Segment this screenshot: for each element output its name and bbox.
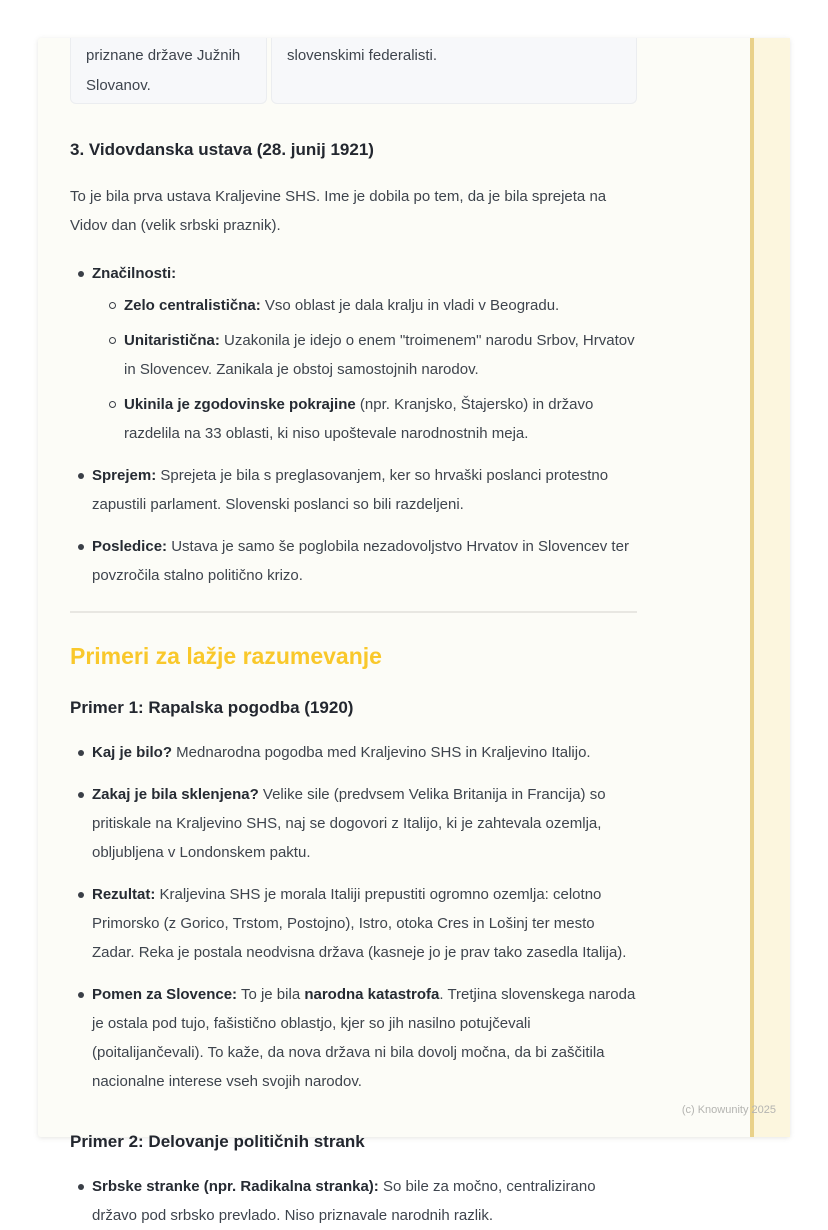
list-item [78,259,637,448]
list-item [78,532,637,590]
list-item [78,1172,637,1230]
sub-item-lead: Ukinila je zgodovinske pokrajine [124,396,356,413]
sub-list-item [109,390,637,448]
page-content [38,38,637,1230]
list-item-lead: Značilnosti: [92,265,177,282]
bullet-icon [78,461,92,519]
table-cell: slovenskimi federalisti. [271,38,637,104]
sub-list-item [109,326,637,384]
list-item [78,880,637,967]
list-item-lead: Sprejem: [92,467,157,484]
circle-bullet-icon [109,291,124,320]
list-item-lead: Zakaj je bila sklenjena? [92,786,259,803]
list-item-lead: Posledice: [92,538,168,555]
circle-bullet-icon [109,390,124,448]
section-divider [70,611,637,613]
page-accent-strip [750,38,790,1137]
sub-list-item [109,291,637,320]
bullet-icon [78,780,92,867]
sub-item-lead: Zelo centralistična: [124,297,261,314]
list-item-text: Mednarodna pogodba med Kraljevino SHS in Kraljevino Italijo. [172,744,591,761]
list-item [78,738,637,767]
intro-paragraph: To je bila prva ustava Kraljevine SHS. Ime je dobila po tem, da je bila sprejeta na Vidov dan (velik srbski praznik). [70,188,607,234]
list-item [78,980,637,1096]
list-item-lead: Rezultat: [92,886,156,903]
comparison-table-fragment [70,38,637,104]
list-item-text: Ustava je samo še poglobila nezadovoljstvo Hrvatov in Slovencev ter povzročila stalno politično krizo. [92,538,629,584]
primer1-list [70,738,637,1096]
vidovdan-list [70,259,637,590]
list-item-text: To je bila [237,986,305,1003]
circle-bullet-icon [109,326,124,384]
bullet-icon [78,980,92,1096]
list-item-text: Sprejeta je bila s preglasovanjem, ker so hrvaški poslanci protestno zapustili parlament. Slovenski poslanci so bili razdeljeni. [92,467,609,513]
znacilnosti-sub-list [92,291,637,448]
bullet-icon [78,532,92,590]
list-item-text: . Tretjina slovenskega naroda je ostala pod tujo, fašistično oblastjo, kjer so jih nasilno potujčevali (poitalijančevali). To kaže, da nova država ni bila dovolj močna, da bi zaščitila nacionalne interese vseh svojih narodov. [92,986,636,1090]
knowunity-watermark: (c) Knowunity 2025 [681,1104,776,1116]
section-heading-primeri: Primeri za lažje razumevanje [70,643,382,669]
table-cell: priznane države Južnih Slovanov. [70,38,267,104]
subsection-heading-primer-2: Primer 2: Delovanje političnih strank [70,1132,365,1151]
list-item-lead: Kaj je bilo? [92,744,173,761]
bullet-icon [78,738,92,767]
list-item-text: Kraljevina SHS je morala Italiji prepustiti ogromno ozemlja: celotno Primorsko (z Gorico, Trstom, Postojno), Istro, otoka Cres in Lošinj ter mesto Zadar. Reka je postala neodvisna država (kasneje jo je prav tako zasedla Italija). [92,886,627,961]
list-item-lead: Pomen za Slovence: [92,986,238,1003]
list-item-text: So bile za močno, centralizirano državo pod srbsko prevlado. Niso priznavale narodnih razlik. [92,1178,596,1224]
section-heading-vidovdanska-ustava: 3. Vidovdanska ustava (28. junij 1921) [70,140,374,159]
inline-bold-text: narodna katastrofa [304,986,440,1003]
subsection-heading-primer-1: Primer 1: Rapalska pogodba (1920) [70,698,354,717]
document-page [38,38,790,1224]
list-item [78,780,637,867]
sub-item-text: Uzakonila je idejo o enem "troimenem" narodu Srbov, Hrvatov in Slovencev. Zanikala je obstoj samostojnih narodov. [124,332,635,378]
primer2-list [70,1172,637,1230]
sub-item-lead: Unitaristična: [124,332,220,349]
bullet-icon [78,1172,92,1230]
list-item-lead: Srbske stranke (npr. Radikalna stranka): [92,1178,379,1195]
sub-item-text: Vso oblast je dala kralju in vladi v Beogradu. [260,297,560,314]
sub-item-text: (npr. Kranjsko, Štajersko) in državo razdelila na 33 oblasti, ki niso upoštevale narodnostnih meja. [124,396,594,442]
list-item [78,461,637,519]
bullet-icon [78,880,92,967]
list-item-text: Velike sile (predvsem Velika Britanija in Francija) so pritiskale na Kraljevino SHS, naj se dogovori z Italijo, ki je zahtevala ozemlja, obljubljena v Londonskem paktu. [92,786,606,861]
bullet-icon [78,259,92,448]
